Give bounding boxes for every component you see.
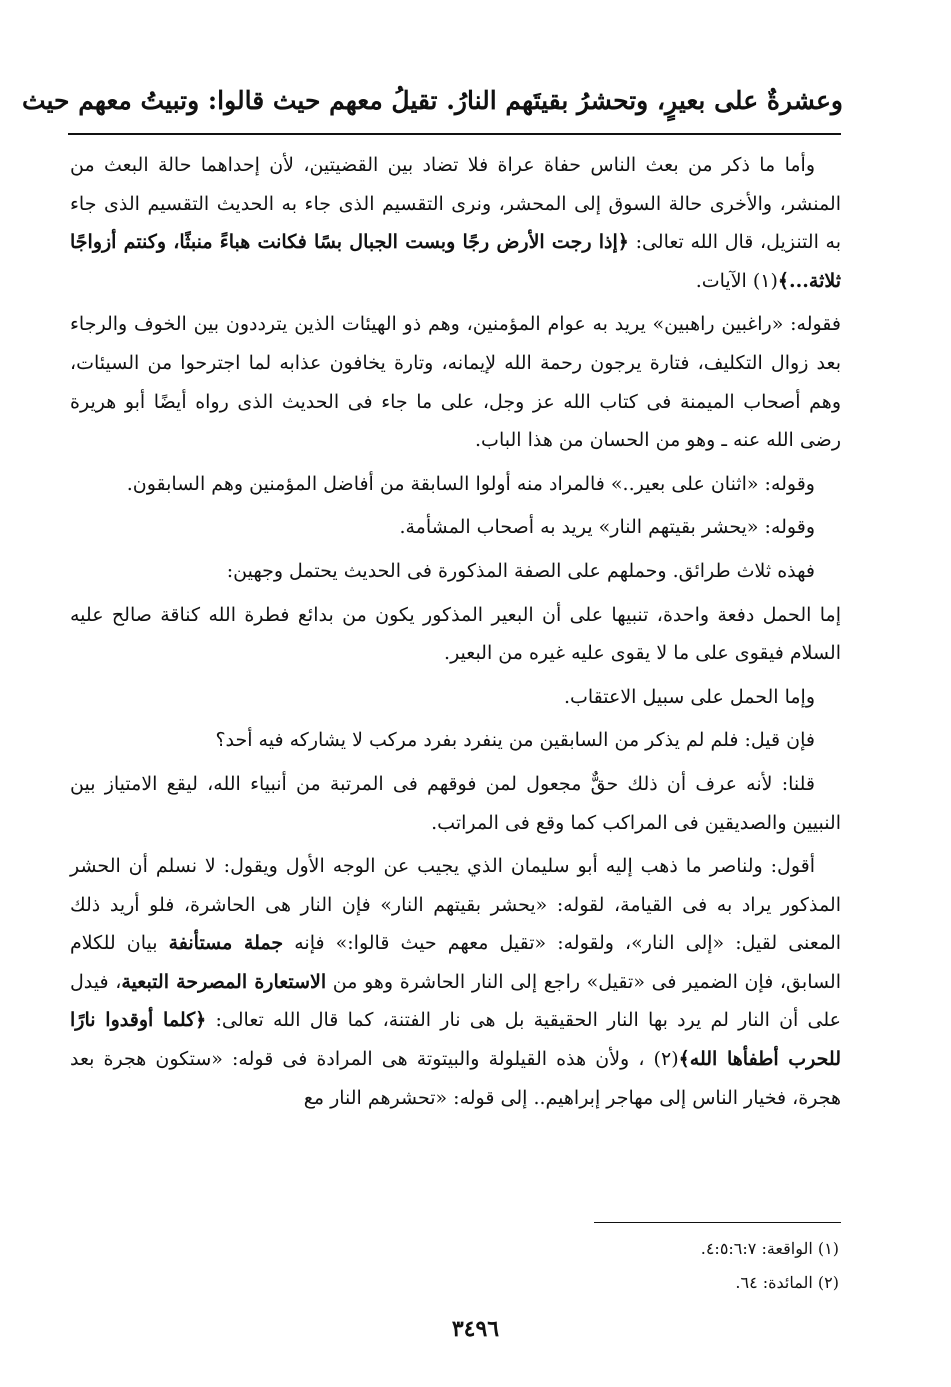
body-text [70, 146, 841, 1122]
page-number: ٣٤٩٦ [451, 1316, 500, 1342]
paragraph-10: أقول: ولناصر ما ذهب إليه أبو سليمان الذي يجيب عن الوجه الأول ويقول: لا نسلم أن الحشر المذكور يراد به فى القيامة، لقوله: «يحشر بقيتهم النار» فإن النار هى الحاشرة، فلو أريد ذلك المعنى لقيل: «إلى النار»، ولقوله: «تقيل معهم حيث قالوا:» فإنه جملة مستأنفة بيان للكلام السابق، فإن الضمير فى «تقيل» راجع إلى النار الحاشرة وهو من الاستعارة المصرحة التبعية، فيدل على أن النار لم يرد بها النار الحقيقية بل هى نار الفتنة، كما قال الله تعالى: ﴿كلما أوقدوا نارًا للحرب أطفأها الله﴾(٢) ، ولأن هذه القيلولة والبيتوتة هى المرادة فى قوله: «ستكون هجرة بعد هجرة، فخيار الناس إلى مهاجر إبراهيم.. إلى قوله: «تحشرهم النار مع [70, 855, 842, 1109]
paragraph-3: وقوله: «اثنان على بعير..» فالمراد منه أولوا السابقة من أفاضل المؤمنين وهم السابقون. [126, 472, 815, 495]
quran-quote: ﴿إذا رجت الأرض رجًا وبست الجبال بسًا فكانت هباءً منبثًا، وكنتم أزواجًا ثلاثة...﴾ [70, 231, 841, 292]
paragraph-6: إما الحمل دفعة واحدة، تنبيها على أن البعير المذكور يكون من بدائع فطرة الله كناقة صالح عليه السلام فيقوى على ما لا يقوى عليه غيره من البعير. [70, 603, 841, 665]
paragraph-1: وأما ما ذكر من بعث الناس حفاة عراة فلا تضاد بين القضيتين، لأن إحداهما حالة البعث من المنشر، والأخرى حالة السوق إلى المحشر، ونرى التقسيم الذى جاء به الحديث التقسيم الذى جاء به التنزيل، قال الله تعالى: ﴿إذا رجت الأرض رجًا وبست الجبال بسًا فكانت هباءً منبثًا، وكنتم أزواجًا ثلاثة...﴾(١) الآيات. [70, 154, 841, 292]
paragraph-7: وإما الحمل على سبيل الاعتقاب. [563, 685, 815, 708]
footnotes [400, 1232, 839, 1300]
paragraph-9: قلنا: لأنه عرف أن ذلك حقٌّ مجعول لمن فوقهم فى المرتبة من أنبياء الله، ليقع الامتياز بين النبيين والصديقين فى المراكب كما وقع فى المراتب. [70, 772, 841, 834]
quran-quote: ﴿كلما أوقدوا نارًا للحرب أطفأها الله﴾ [70, 1009, 841, 1071]
footnote-rule [594, 1222, 841, 1223]
header-rule [68, 133, 841, 135]
paragraph-8: فإن قيل: فلم لم يذكر من السابقين من ينفرد بفرد مركب لا يشاركه فيه أحد؟ [215, 729, 815, 752]
paragraph-2: فقوله: «راغبين راهبين» يريد به عوام المؤمنين، وهم ذو الهيئات الذين يترددون بين الخوف والرجاء بعد زوال التكليف، فتارة يرجون رحمة الله لإيمانه، وتارة يخافون عذابه لما اجترحوا من السيئات، وهم أصحاب الميمنة فى كتاب الله عز وجل، على ما جاء فى الحديث الذى رواه أيضًا أبو هريرة رضى الله عنه ـ وهو من الحسان من هذا الباب. [70, 313, 841, 452]
footnote-1: (١) الواقعة: ٤:٥:٦:٧. [700, 1239, 839, 1258]
bold-term: الاستعارة المصرحة التبعية [121, 970, 327, 993]
running-header: وعشرةٌ على بعيرٍ، وتحشرُ بقيتَهم النارُ. تقيلُ معهم حيث قالوا: وتبيتُ معهم حيث [21, 86, 843, 115]
bold-term: جملة مستأنفة [168, 932, 284, 955]
paragraph-4: وقوله: «يحشر بقيتهم النار» يريد به أصحاب المشأمة. [399, 516, 815, 539]
paragraph-5: فهذه ثلاث طرائق. وحملهم على الصفة المذكورة فى الحديث يحتمل وجهين: [226, 559, 815, 582]
footnote-2: (٢) المائدة: ٦٤. [735, 1273, 839, 1292]
